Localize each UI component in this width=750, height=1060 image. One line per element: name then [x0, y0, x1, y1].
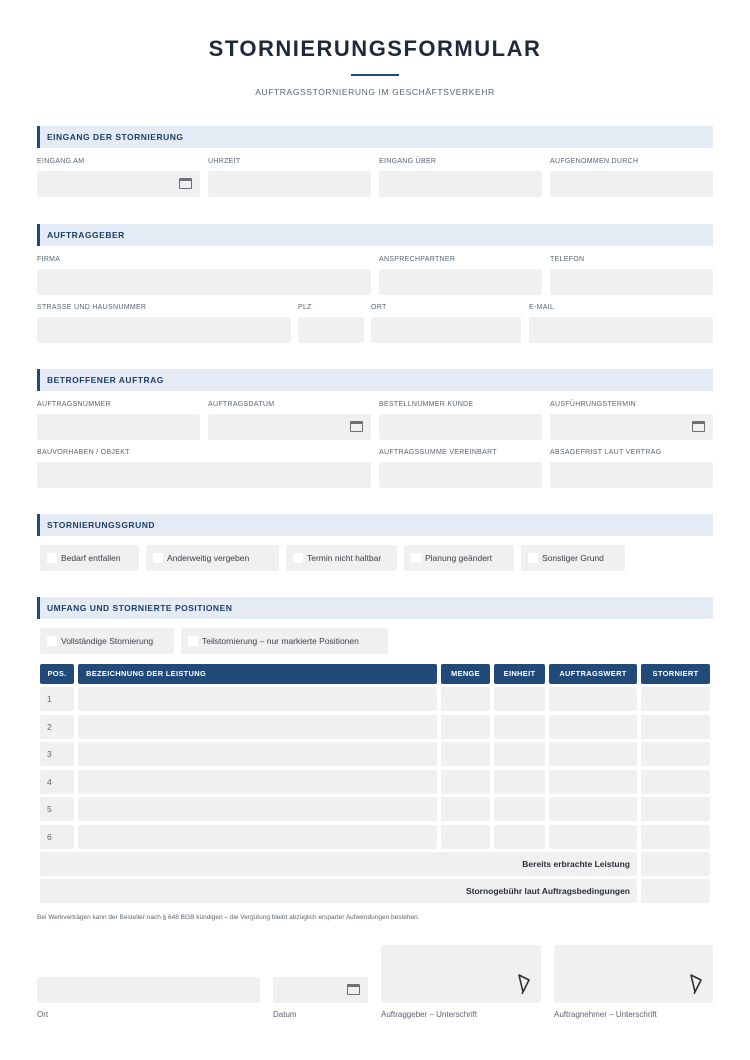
datum-label: Datum [273, 1010, 297, 1019]
label-auftragssumme: AUFTRAGSSUMME VEREINBART [379, 449, 497, 456]
label-firma: FIRMA [37, 256, 61, 263]
reason-checkbox-termin-nicht-haltbar[interactable] [286, 545, 397, 571]
position-number: 2 [47, 721, 52, 732]
column-header-storniert [641, 664, 710, 684]
auftragnehmer-signature-box[interactable] [554, 945, 713, 1003]
section-title: UMFANG UND STORNIERTE POSITIONEN [47, 603, 233, 613]
section-header-eingang [37, 126, 713, 148]
label-absagefrist: ABSAGEFRIST LAUT VERTRAG [550, 449, 662, 456]
position-number: 6 [47, 831, 52, 842]
menge-field[interactable] [441, 742, 490, 766]
storniert-field[interactable] [641, 770, 710, 794]
checkbox-box[interactable] [528, 553, 538, 563]
storniert-field[interactable] [641, 797, 710, 821]
label-ort: ORT [371, 304, 387, 311]
checkbox-box[interactable] [47, 636, 57, 646]
stornogebuehr-value-field[interactable] [641, 879, 710, 903]
einheit-field[interactable] [494, 742, 545, 766]
auftragsdatum-field[interactable] [208, 414, 371, 440]
telefon-field[interactable] [550, 269, 713, 295]
ausfuehrungstermin-field[interactable] [550, 414, 713, 440]
section-header-auftraggeber [37, 224, 713, 246]
label-auftragsnummer: AUFTRAGSNUMMER [37, 401, 111, 408]
reason-checkbox-planung-geaendert[interactable] [404, 545, 514, 571]
column-header-bezeichnung [78, 664, 437, 684]
ansprechpartner-field[interactable] [379, 269, 542, 295]
ort-field[interactable] [371, 317, 521, 343]
label-uhrzeit: UHRZEIT [208, 158, 241, 165]
pos-cell [40, 770, 74, 794]
label-auftragsdatum: AUFTRAGSDATUM [208, 401, 275, 408]
column-header-pos [40, 664, 74, 684]
pos-cell [40, 742, 74, 766]
checkbox-box[interactable] [47, 553, 57, 563]
section-title: BETROFFENER AUFTRAG [47, 375, 164, 385]
erbrachte-leistung-value-field[interactable] [641, 852, 710, 876]
auftraggeber-signature-label: Auftraggeber – Unterschrift [381, 1010, 478, 1019]
ort-signature-field[interactable] [37, 977, 260, 1003]
auftragswert-field[interactable] [549, 770, 637, 794]
label-plz: PLZ [298, 304, 312, 311]
label-strasse: STRASSE UND HAUSNUMMER [37, 304, 147, 311]
menge-field[interactable] [441, 687, 490, 711]
checkbox-label: Bedarf entfallen [61, 553, 121, 563]
auftragsnummer-field[interactable] [37, 414, 200, 440]
section-title: AUFTRAGGEBER [47, 230, 125, 240]
bezeichnung-field[interactable] [78, 825, 437, 849]
auftragswert-field[interactable] [549, 797, 637, 821]
ort-label: Ort [37, 1010, 49, 1019]
calendar-icon[interactable] [692, 421, 705, 432]
label-eingang-ueber: EINGANG ÜBER [379, 158, 437, 165]
scope-checkbox-teilstornierung[interactable] [181, 628, 388, 654]
label-ansprechpartner: ANSPRECHPARTNER [379, 256, 456, 263]
einheit-field[interactable] [494, 797, 545, 821]
auftraggeber-signature-box[interactable] [381, 945, 541, 1003]
title-divider [351, 74, 399, 76]
position-number: 5 [47, 804, 52, 814]
einheit-field[interactable] [494, 687, 545, 711]
absagefrist-field[interactable] [550, 462, 713, 488]
column-header-einheit [494, 664, 545, 684]
calendar-icon[interactable] [179, 178, 192, 189]
checkbox-box[interactable] [188, 636, 198, 646]
pos-cell [40, 825, 74, 849]
label-telefon: TELEFON [550, 256, 585, 263]
label-email: E-MAIL [529, 304, 555, 311]
auftragswert-field[interactable] [549, 825, 637, 849]
sum-row-label-stornogebuehr [40, 879, 637, 903]
column-header-menge [441, 664, 490, 684]
auftragswert-field[interactable] [549, 687, 637, 711]
label-bestellnummer: BESTELLNUMMER KUNDE [379, 401, 474, 408]
reason-checkbox-sonstiger-grund[interactable] [521, 545, 625, 571]
section-title: STORNIERUNGSGRUND [47, 520, 155, 530]
bezeichnung-field[interactable] [78, 797, 437, 821]
checkbox-box[interactable] [153, 553, 163, 563]
column-header-label: BEZEICHNUNG DER LEISTUNG [86, 669, 207, 678]
checkbox-label: Sonstiger Grund [542, 553, 604, 563]
calendar-icon[interactable] [350, 421, 363, 432]
reason-checkbox-bedarf-entfallen[interactable] [40, 545, 139, 571]
checkbox-label: Termin nicht haltbar [307, 553, 382, 563]
plz-field[interactable] [298, 317, 364, 343]
legal-note: Bei Werkverträgen kann der Besteller nach § 648 BGB kündigen – die Vergütung bleibt abzüglich ersparter Aufwendungen bestehen. [37, 914, 420, 921]
column-header-label: AUFTRAGSWERT [559, 669, 627, 678]
storniert-field[interactable] [641, 687, 710, 711]
storniert-field[interactable] [641, 825, 710, 849]
checkbox-box[interactable] [411, 553, 421, 563]
column-header-label: POS. [47, 669, 67, 678]
checkbox-label: Planung geändert [425, 553, 493, 563]
menge-field[interactable] [441, 770, 490, 794]
auftragssumme-field[interactable] [379, 462, 542, 488]
section-header-grund [37, 514, 713, 536]
sum-row-label: Stornogebühr laut Auftragsbedingungen [465, 886, 630, 896]
section-title: EINGANG DER STORNIERUNG [47, 132, 184, 142]
auftragswert-field[interactable] [549, 742, 637, 766]
pen-icon [689, 974, 703, 994]
section-header-umfang [37, 597, 713, 619]
aufgenommen-durch-field[interactable] [550, 171, 713, 197]
checkbox-box[interactable] [293, 553, 303, 563]
checkbox-label: Anderweitig vergeben [167, 553, 250, 563]
storniert-field[interactable] [641, 715, 710, 739]
eingang-ueber-field[interactable] [379, 171, 542, 197]
calendar-icon[interactable] [347, 984, 360, 995]
bauvorhaben-field[interactable] [37, 462, 371, 488]
section-header-auftrag [37, 369, 713, 391]
email-field[interactable] [529, 317, 713, 343]
page-subtitle: AUFTRAGSSTORNIERUNG IM GESCHÄFTSVERKEHR [255, 87, 495, 97]
scope-checkbox-vollstaendig[interactable] [40, 628, 174, 654]
uhrzeit-field[interactable] [208, 171, 371, 197]
einheit-field[interactable] [494, 825, 545, 849]
pos-cell [40, 797, 74, 821]
einheit-field[interactable] [494, 770, 545, 794]
checkbox-label: Teilstornierung – nur markierte Positionen [202, 636, 359, 646]
label-ausfuehrungstermin: AUSFÜHRUNGSTERMIN [550, 401, 636, 408]
label-bauvorhaben: BAUVORHABEN / OBJEKT [37, 449, 130, 456]
bezeichnung-field[interactable] [78, 742, 437, 766]
label-aufgenommen-durch: AUFGENOMMEN DURCH [550, 158, 639, 165]
column-header-label: MENGE [450, 669, 480, 678]
menge-field[interactable] [441, 825, 490, 849]
bezeichnung-field[interactable] [78, 687, 437, 711]
menge-field[interactable] [441, 797, 490, 821]
position-number: 4 [47, 776, 52, 787]
datum-signature-field[interactable] [273, 977, 368, 1003]
checkbox-label: Vollständige Stornierung [61, 636, 154, 646]
auftragnehmer-signature-label: Auftragnehmer – Unterschrift [554, 1010, 657, 1019]
column-header-label: EINHEIT [503, 669, 536, 678]
sum-row-label-erbrachte-leistung [40, 852, 637, 876]
bestellnummer-field[interactable] [379, 414, 542, 440]
label-eingang-am: EINGANG AM [37, 158, 85, 165]
storniert-field[interactable] [641, 742, 710, 766]
sum-row-label: Bereits erbrachte Leistung [522, 859, 630, 869]
menge-field[interactable] [441, 715, 490, 739]
bezeichnung-field[interactable] [78, 715, 437, 739]
position-number: 1 [47, 694, 52, 704]
page-title: STORNIERUNGSFORMULAR [208, 36, 542, 61]
auftragswert-field[interactable] [549, 715, 637, 739]
column-header-label: STORNIERT [652, 669, 699, 678]
pos-cell [40, 715, 74, 739]
bezeichnung-field[interactable] [78, 770, 437, 794]
eingang-am-field[interactable] [37, 171, 200, 197]
reason-checkbox-anderweitig-vergeben[interactable] [146, 545, 279, 571]
einheit-field[interactable] [494, 715, 545, 739]
position-number: 3 [47, 749, 52, 759]
pen-icon [517, 974, 531, 994]
pos-cell [40, 687, 74, 711]
strasse-field[interactable] [37, 317, 291, 343]
firma-field[interactable] [37, 269, 371, 295]
column-header-auftragswert [549, 664, 637, 684]
